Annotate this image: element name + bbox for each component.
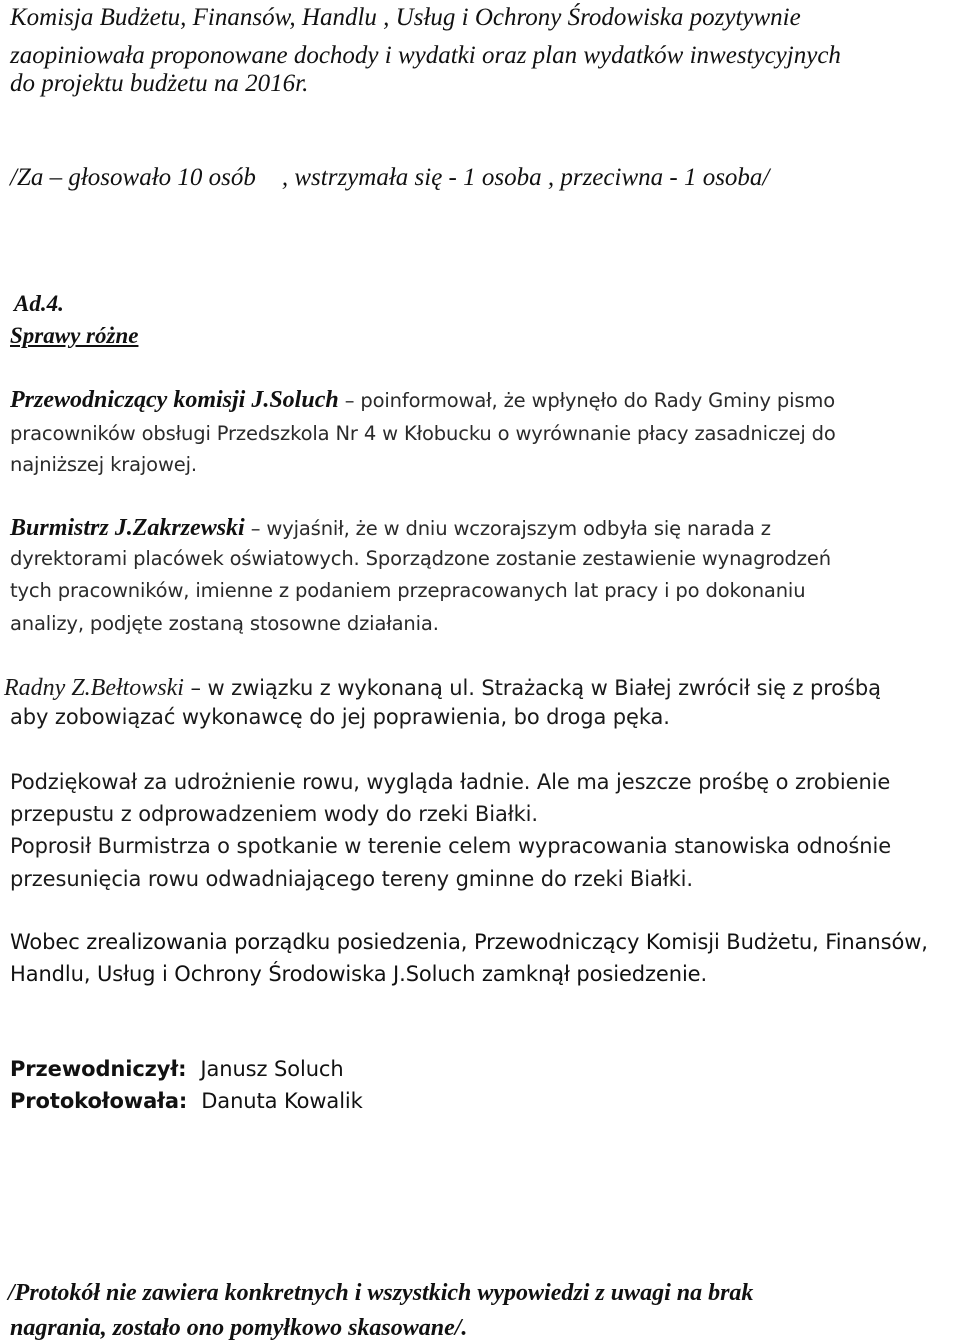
signature-recorder-name: Danuta Kowalik: [201, 1089, 363, 1113]
para-2-line-3: tych pracowników, imienne z podaniem przepracowanych lat pracy i po dokonaniu: [10, 579, 806, 602]
vote-result: [10, 165, 769, 190]
para-3-line-1-text: – w związku z wykonaną ul. Strażacką w Białej zwrócił się z prośbą: [183, 676, 881, 700]
signature-chair-label: Przewodniczył:: [10, 1057, 187, 1081]
para-3-line-4: przepustu z odprowadzeniem wody do rzeki Białki.: [10, 802, 538, 826]
agenda-item-title: Sprawy różne: [10, 323, 139, 348]
footnote-line-1: /Protokół nie zawiera konkretnych i wszystkich wypowiedzi z uwagi na brak: [8, 1280, 754, 1306]
speaker-mayor: Burmistrz J.Zakrzewski: [10, 515, 245, 541]
signature-chair: [10, 1059, 344, 1080]
intro-line-1: Komisja Budżetu, Finansów, Handlu , Usług i Ochrony Środowiska pozytywnie: [10, 4, 801, 31]
footnote-line-2: nagrania, zostało ono pomyłkowo skasowane/.: [10, 1315, 468, 1341]
para-1-line-1: [10, 388, 835, 412]
para-2-line-1: [10, 516, 771, 540]
para-1-line-2: pracowników obsługi Przedszkola Nr 4 w Kłobucku o wyrównanie płacy zasadniczej do: [10, 422, 836, 445]
para-3-line-5: Poprosił Burmistrza o spotkanie w terenie celem wypracowania stanowiska odnośnie: [10, 834, 892, 858]
para-2-line-1-text: – wyjaśnił, że w dniu wczorajszym odbyła się narada z: [244, 517, 771, 540]
vote-result-part-1: /Za – głosowało 10 osób: [10, 164, 256, 191]
para-2-line-4: analizy, podjęte zostaną stosowne działania.: [10, 612, 439, 635]
intro-line-2: zaopiniowała proponowane dochody i wydatki oraz plan wydatków inwestycyjnych: [10, 42, 841, 69]
speaker-councillor: [4, 675, 184, 701]
vote-result-part-2: , wstrzymała się - 1 osoba , przeciwna - 1 osoba/: [281, 164, 770, 191]
signature-recorder-label: Protokołowała:: [10, 1089, 188, 1113]
para-1-line-1-text: – poinformował, że wpłynęło do Rady Gminy pismo: [338, 389, 836, 412]
speaker-chairman: Przewodniczący komisji J.Soluch: [10, 387, 339, 413]
para-3-line-2: aby zobowiązać wykonawcę do jej poprawienia, bo droga pęka.: [10, 705, 670, 729]
signature-chair-name: Janusz Soluch: [200, 1057, 344, 1081]
closing-line-2: Handlu, Usług i Ochrony Środowiska J.Soluch zamknął posiedzenie.: [10, 962, 708, 986]
para-1-line-3: najniższej krajowej.: [10, 453, 197, 476]
para-3-line-1: [4, 676, 881, 700]
para-2-line-2: dyrektorami placówek oświatowych. Sporządzone zostanie zestawienie wynagrodzeń: [10, 547, 831, 570]
agenda-item-number: Ad.4.: [14, 291, 64, 316]
closing-line-1: Wobec zrealizowania porządku posiedzenia, Przewodniczący Komisji Budżetu, Finansów,: [10, 930, 928, 954]
speaker-councillor-name: Radny Z.Bełtowski: [4, 675, 184, 701]
intro-line-3: do projektu budżetu na 2016r.: [10, 70, 309, 97]
para-3-line-3: Podziękował za udrożnienie rowu, wygląda ładnie. Ale ma jeszcze prośbę o zrobienie: [10, 770, 891, 794]
signature-recorder: [10, 1091, 363, 1112]
para-3-line-6: przesunięcia rowu odwadniającego tereny gminne do rzeki Białki.: [10, 867, 693, 891]
